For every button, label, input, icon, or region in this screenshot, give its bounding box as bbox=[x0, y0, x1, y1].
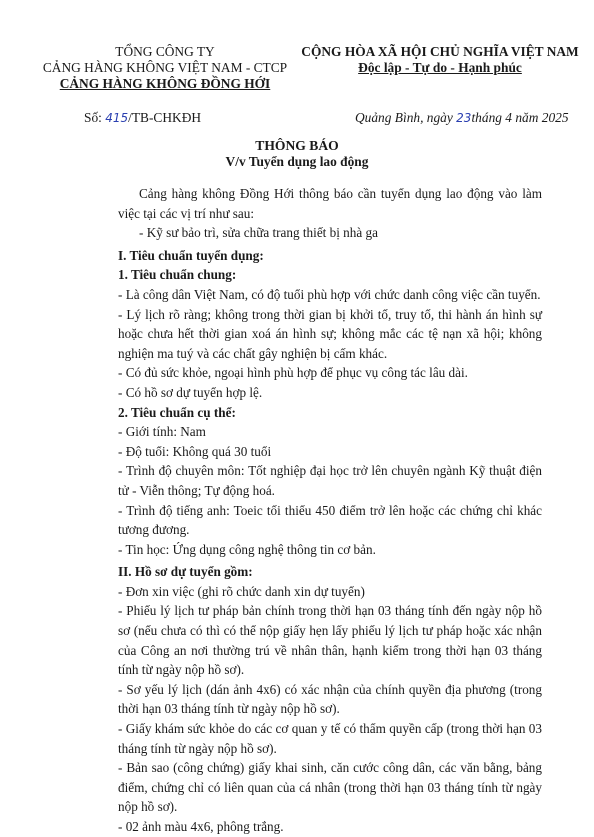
national-motto: Độc lập - Tự do - Hạnh phúc bbox=[358, 60, 522, 75]
date-day-handwritten: 23 bbox=[456, 111, 472, 125]
doc-number-suffix: /TB-CHKĐH bbox=[128, 110, 202, 125]
requirement-item: - Độ tuổi: Không quá 30 tuổi bbox=[118, 443, 272, 459]
date-prefix: Quảng Bình, ngày bbox=[355, 110, 457, 125]
dossier-item: - Bản sao (công chứng) giấy khai sinh, căn cước công dân, các văn bằng, bảng điểm, chứng chỉ có liên quan của cá nhân (trong thời hạn 03 tháng tính từ ngày nộp hồ sơ). bbox=[118, 760, 542, 815]
section-heading: II. Hồ sơ dự tuyển gồm: bbox=[118, 564, 253, 580]
document-date bbox=[355, 110, 569, 126]
document-number bbox=[84, 110, 201, 126]
org-corporation: CẢNG HÀNG KHÔNG VIỆT NAM - CTCP bbox=[42, 60, 288, 75]
dossier-item: - Giấy khám sức khỏe do các cơ quan y tế có thẩm quyền cấp (trong thời hạn 03 tháng tính từ ngày nộp hồ sơ). bbox=[118, 721, 542, 756]
section-heading: I. Tiêu chuẩn tuyển dụng: bbox=[118, 247, 264, 263]
dossier-item: - Đơn xin việc (ghi rõ chức danh xin dự tuyển) bbox=[118, 583, 365, 599]
requirement-item: - Có hồ sơ dự tuyển hợp lệ. bbox=[118, 384, 263, 400]
requirement-item: - Lý lịch rõ ràng; không trong thời gian bị khởi tố, truy tố, thi hành án hình sự hoặc chưa hết thời gian xoá án hình sự; không mắc các tệ nạn xã hội; không nghiện ma tuý và các chất gây nghiện bị cấm khác. bbox=[118, 306, 542, 361]
doc-number-prefix: Số: bbox=[84, 110, 106, 125]
requirement-item: - Có đủ sức khỏe, ngoại hình phù hợp để phục vụ công tác lâu dài. bbox=[118, 365, 468, 381]
subsection-heading: 1. Tiêu chuẩn chung: bbox=[118, 267, 237, 283]
requirement-item: - Tin học: Ứng dụng công nghệ thông tin cơ bản. bbox=[118, 541, 376, 557]
document-body bbox=[118, 184, 542, 837]
intro-paragraph: Cảng hàng không Đồng Hới thông báo cần tuyển dụng lao động vào làm việc tại các vị trí như sau: bbox=[118, 186, 542, 221]
doc-number-handwritten: 415 bbox=[105, 111, 129, 125]
date-suffix: tháng 4 năm 2025 bbox=[471, 110, 569, 125]
national-title: CỘNG HÒA XÃ HỘI CHỦ NGHĨA VIỆT NAM bbox=[301, 44, 579, 59]
requirement-item: - Trình độ tiếng anh: Toeic tối thiểu 450 điểm trở lên hoặc các chứng chỉ khác tương đương. bbox=[118, 502, 542, 538]
dossier-item: - Phiếu lý lịch tư pháp bản chính trong thời hạn 03 tháng tính đến ngày nộp hồ sơ (nếu chưa có thì có thể nộp giấy hẹn lấy phiếu lý lịch tư pháp hoặc xác nhận của Công an nơi thường trú về nhân thân, hạnh kiểm trong thời hạn 03 tháng tính từ ngày nộp hồ sơ). bbox=[118, 603, 542, 678]
org-name: CẢNG HÀNG KHÔNG ĐỒNG HỚI bbox=[59, 76, 271, 91]
position-item: - Kỹ sư bảo trì, sửa chữa trang thiết bị nhà ga bbox=[139, 225, 378, 241]
dossier-item: - Sơ yếu lý lịch (dán ảnh 4x6) có xác nhận của chính quyền địa phương (trong thời hạn 03 tháng tính từ ngày nộp hồ sơ). bbox=[118, 681, 542, 717]
requirement-item: - Giới tính: Nam bbox=[118, 424, 206, 440]
org-parent: TỔNG CÔNG TY bbox=[115, 44, 215, 59]
requirement-item: - Là công dân Việt Nam, có độ tuổi phù hợp với chức danh công việc cần tuyển. bbox=[118, 286, 541, 302]
document-title: THÔNG BÁO bbox=[255, 138, 339, 153]
issuing-organization bbox=[40, 44, 290, 92]
subsection-heading: 2. Tiêu chuẩn cụ thể: bbox=[118, 404, 236, 420]
document-subtitle: V/v Tuyển dụng lao động bbox=[225, 154, 369, 169]
national-header bbox=[296, 44, 584, 76]
dossier-item: - 02 ảnh màu 4x6, phông trắng. bbox=[118, 819, 284, 834]
requirement-item: - Trình độ chuyên môn: Tốt nghiệp đại học trở lên chuyên ngành Kỹ thuật điện tử - Viễn thông; Tự động hoá. bbox=[118, 463, 542, 498]
